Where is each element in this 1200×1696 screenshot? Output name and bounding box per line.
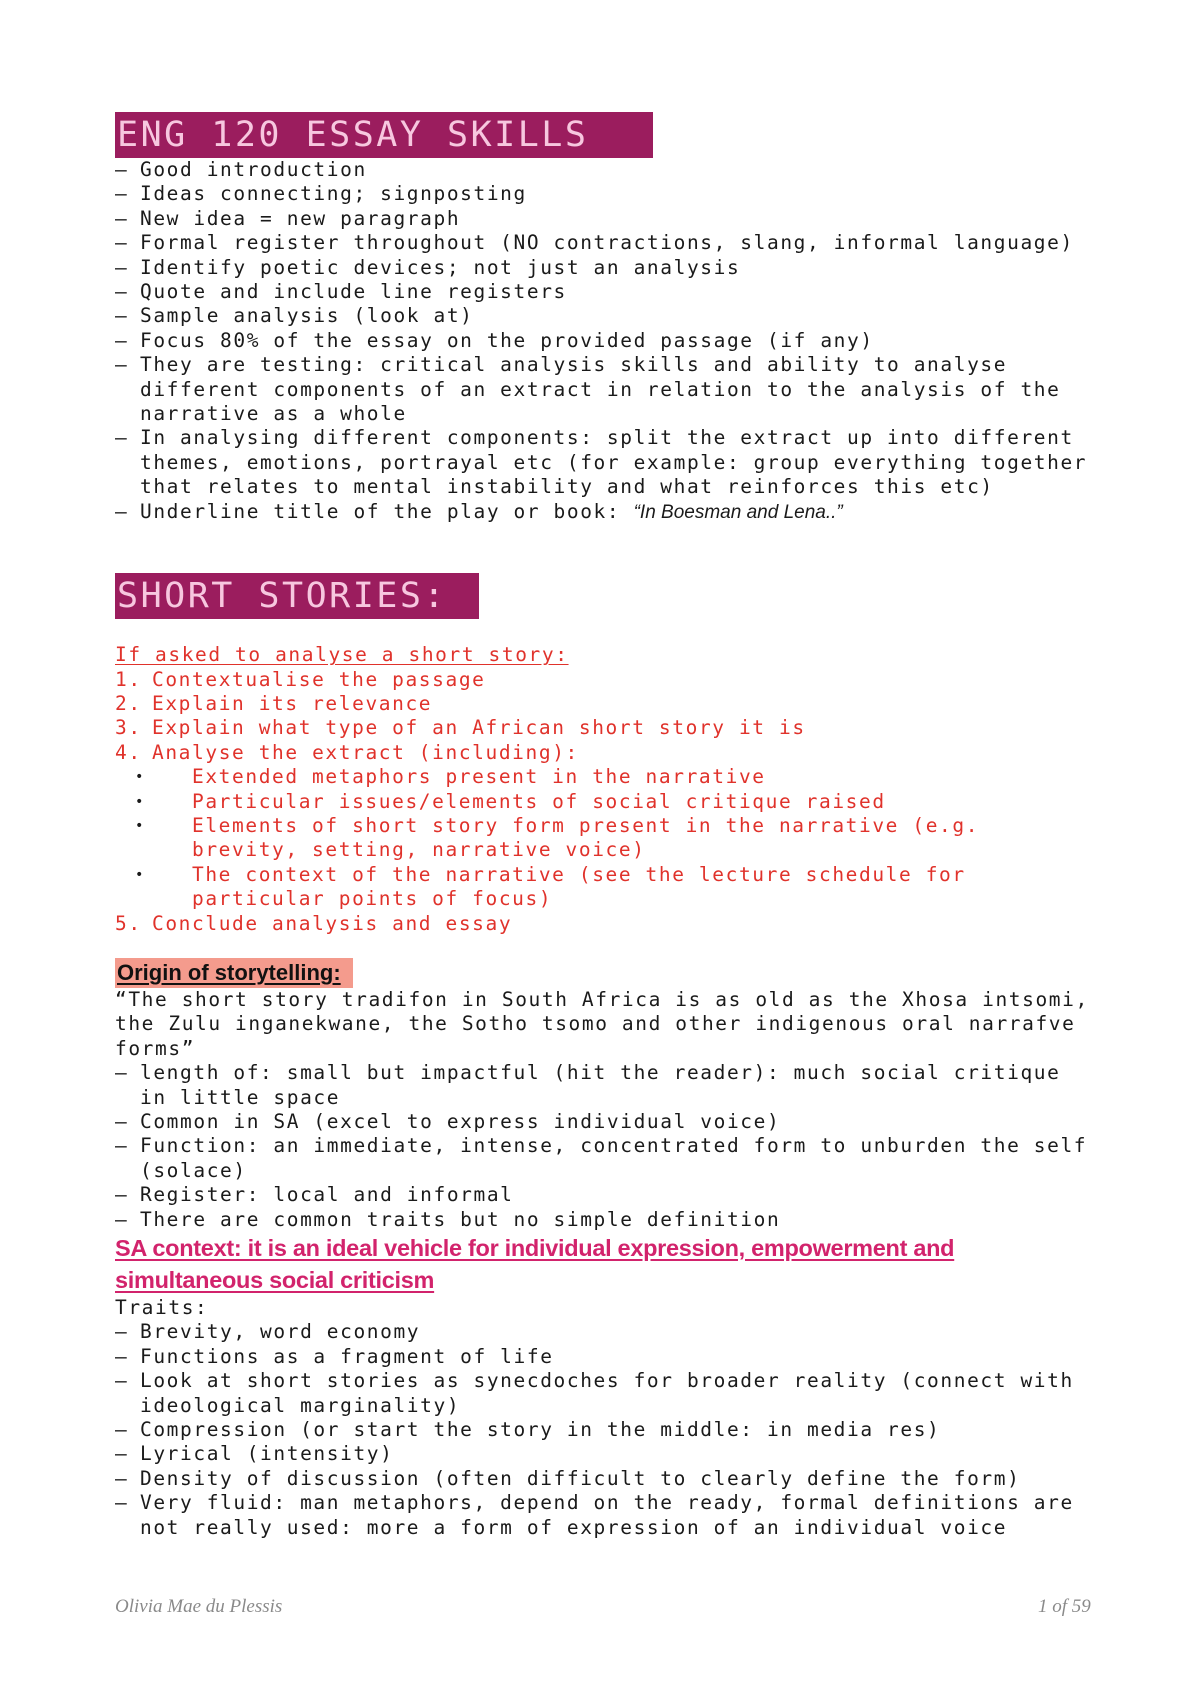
list-item-line: Particular issues/elements of social critique raised [192,789,886,813]
list-item: 5. Conclude analysis and essay [115,911,513,935]
bullet-icon: • [135,866,146,883]
list-item [115,668,1115,692]
list-item [115,716,1115,740]
list-item-line: (solace) [140,1158,247,1182]
bullet-icon: • [135,793,146,810]
step-number: 4. [115,740,142,764]
step-number: 3. [115,716,142,740]
list-item [115,692,1115,716]
footer-author: Olivia Mae du Plessis [115,1596,283,1617]
list-item-line: – Look at short stories as synecdoches for broader reality (connect with [140,1369,1074,1393]
list-item-line: not really used: more a form of expression of an individual voice [140,1515,1008,1539]
list-item [115,741,1115,765]
list-item-line: – Sample analysis (look at) [140,304,474,328]
list-item [115,1208,1115,1232]
list-item-line: – In analysing different components: split the extract up into different [140,426,1074,450]
list-item-line: – Ideas connecting; signposting [140,182,527,206]
step-text: Contextualise the passage [152,667,486,691]
list-item [115,1442,1115,1466]
list-item-line: – They are testing: critical analysis skills and ability to analyse [140,353,1008,377]
essay-skills-heading: ENG 120 ESSAY SKILLS [115,112,653,158]
list-item-line: – Formal register throughout (NO contractions, slang, informal language) [140,231,1074,255]
list-item [115,863,1115,912]
list-item-line: in little space [140,1085,341,1109]
step-number: 2. [115,691,142,715]
quote-line: the Zulu inganekwane, the Sotho tsomo and other indigenous oral narrafve [115,1012,1076,1036]
list-item-line: different components of an extract in relation to the analysis of the [140,377,1061,401]
list-item [115,329,1115,353]
short-stories-heading: SHORT STORIES: [115,573,479,619]
heading-line: simultaneous social criticism [115,1267,435,1294]
list-item-line: Elements of short story form present in the narrative (e.g. [192,813,980,837]
list-item-line: – Identify poetic devices; not just an analysis [140,255,741,279]
list-item-line: – Register: local and informal [140,1183,514,1207]
list-item [115,1418,1115,1442]
essay-skills-list [115,158,1115,500]
quote-line: “The short story tradifon in South Africa is as old as the Xhosa intsomi, [115,987,1089,1011]
list-item-line: – Compression (or start the story in the middle: in media res) [140,1418,941,1442]
list-item-line: – Good introduction [140,158,367,181]
list-item [115,426,1115,499]
list-item-line: – Function: an immediate, intense, concentrated form to unburden the self [140,1134,1088,1158]
origin-heading: Origin of storytelling: [115,958,353,988]
list-item [115,814,1115,863]
list-item [115,1467,1115,1491]
sa-context-heading [115,1232,1115,1296]
short-story-intro: If asked to analyse a short story: [115,643,569,667]
list-item [115,304,1115,328]
origin-quote [115,988,1115,1061]
list-item-line: – Focus 80% of the essay on the provided passage (if any) [140,328,874,352]
list-item [115,1369,1115,1418]
list-item [115,353,1115,426]
list-item-line: – Lyrical (intensity) [140,1442,394,1466]
list-item-line: – New idea = new paragraph [140,206,461,230]
list-item [115,1345,1115,1369]
footer-page-number: 1 of 59 [1038,1596,1091,1617]
essay-skills-list-last [115,500,1115,525]
list-item [115,256,1115,280]
list-item-line: narrative as a whole [140,402,407,426]
list-item-line: – length of: small but impactful (hit the reader): much social critique [140,1061,1061,1085]
list-item [115,1320,1115,1344]
list-item-line: – Functions as a fragment of life [140,1344,554,1368]
list-item-line: Extended metaphors present in the narrative [192,765,766,789]
list-item-line: brevity, setting, narrative voice) [192,838,646,862]
list-item-line: that relates to mental instability and what reinforces this etc) [140,475,994,499]
list-item-line: – Quote and include line registers [140,280,567,304]
list-item: – Underline title of the play or book: “In Boesman and Lena..” [115,500,1115,525]
analysis-steps [115,668,1115,766]
list-item [115,1134,1115,1183]
list-item [115,1183,1115,1207]
step-text: Analyse the extract (including): [152,740,579,764]
step-number: 1. [115,667,142,691]
quote-line: forms” [115,1036,196,1060]
list-item-line: The context of the narrative (see the lecture schedule for [192,862,966,886]
analysis-sub-points [115,765,1115,911]
bullet-icon: • [135,817,146,834]
list-item [115,158,1115,182]
list-item [115,765,1115,789]
step-text: Explain what type of an African short story it is [152,716,806,740]
list-item-line: – Very fluid: man metaphors, depend on the ready, formal definitions are [140,1491,1074,1515]
step-text: Explain its relevance [152,691,433,715]
heading-line: SA context: it is an ideal vehicle for individual expression, empowerment and [115,1235,955,1262]
traits-list [115,1320,1115,1540]
list-item-line: themes, emotions, portrayal etc (for example: group everything together [140,450,1088,474]
analysis-final-step [115,912,1115,936]
bullet-icon: • [135,769,146,786]
list-item-line: ideological marginality) [140,1393,461,1417]
list-item [115,182,1115,206]
list-item-line: – Brevity, word economy [140,1320,421,1344]
list-item [115,1491,1115,1540]
traits-label: Traits: [115,1296,209,1320]
list-item-line: – Common in SA (excel to express individual voice) [140,1110,781,1133]
list-item [115,1061,1115,1110]
list-item [115,207,1115,231]
list-item-line: – Density of discussion (often difficult to clearly define the form) [140,1466,1021,1490]
document-page [115,112,1115,1540]
origin-list [115,1061,1115,1232]
list-item [115,231,1115,255]
list-item [115,280,1115,304]
list-item-line: particular points of focus) [192,887,553,911]
list-item [115,790,1115,814]
list-item [115,1110,1115,1134]
list-item-line: – There are common traits but no simple definition [140,1207,781,1231]
